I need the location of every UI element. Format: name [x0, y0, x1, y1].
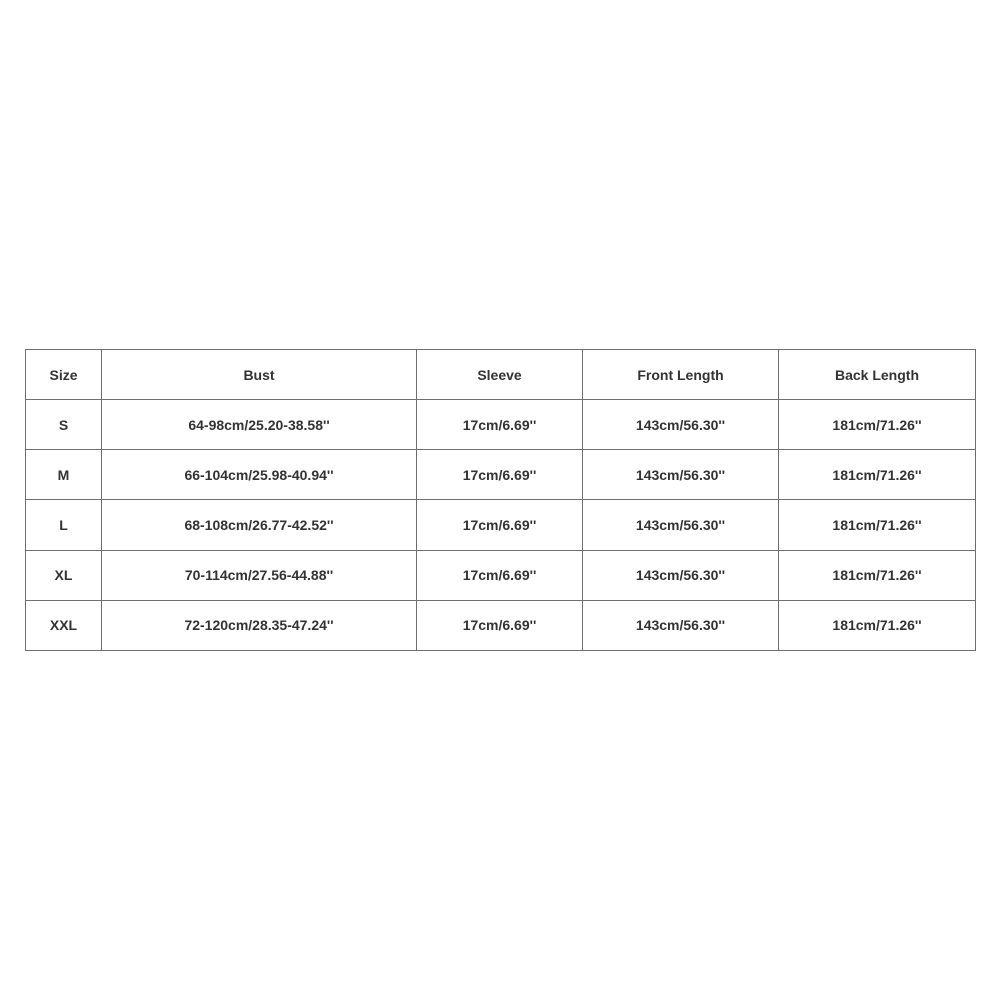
- cell-size: S: [26, 400, 102, 450]
- cell-front-length: 143cm/56.30'': [583, 550, 779, 600]
- cell-bust: 70-114cm/27.56-44.88'': [102, 550, 417, 600]
- cell-back-length: 181cm/71.26'': [779, 500, 976, 550]
- cell-sleeve: 17cm/6.69'': [417, 550, 583, 600]
- table-row: [26, 400, 976, 450]
- cell-bust: 68-108cm/26.77-42.52'': [102, 500, 417, 550]
- table-row: [26, 600, 976, 650]
- cell-back-length: 181cm/71.26'': [779, 400, 976, 450]
- header-sleeve: Sleeve: [417, 350, 583, 400]
- cell-bust: 66-104cm/25.98-40.94'': [102, 450, 417, 500]
- cell-front-length: 143cm/56.30'': [583, 600, 779, 650]
- cell-sleeve: 17cm/6.69'': [417, 600, 583, 650]
- cell-back-length: 181cm/71.26'': [779, 550, 976, 600]
- header-back-length: Back Length: [779, 350, 976, 400]
- cell-bust: 64-98cm/25.20-38.58'': [102, 400, 417, 450]
- cell-front-length: 143cm/56.30'': [583, 500, 779, 550]
- cell-back-length: 181cm/71.26'': [779, 600, 976, 650]
- table-row: [26, 450, 976, 500]
- header-bust: Bust: [102, 350, 417, 400]
- table-row: [26, 500, 976, 550]
- cell-size: M: [26, 450, 102, 500]
- cell-front-length: 143cm/56.30'': [583, 450, 779, 500]
- header-size: Size: [26, 350, 102, 400]
- cell-front-length: 143cm/56.30'': [583, 400, 779, 450]
- size-chart-table: [25, 349, 976, 651]
- cell-size: XL: [26, 550, 102, 600]
- cell-back-length: 181cm/71.26'': [779, 450, 976, 500]
- table-row: [26, 550, 976, 600]
- cell-size: L: [26, 500, 102, 550]
- header-row: [26, 350, 976, 400]
- cell-size: XXL: [26, 600, 102, 650]
- cell-bust: 72-120cm/28.35-47.24'': [102, 600, 417, 650]
- cell-sleeve: 17cm/6.69'': [417, 450, 583, 500]
- cell-sleeve: 17cm/6.69'': [417, 500, 583, 550]
- header-front-length: Front Length: [583, 350, 779, 400]
- cell-sleeve: 17cm/6.69'': [417, 400, 583, 450]
